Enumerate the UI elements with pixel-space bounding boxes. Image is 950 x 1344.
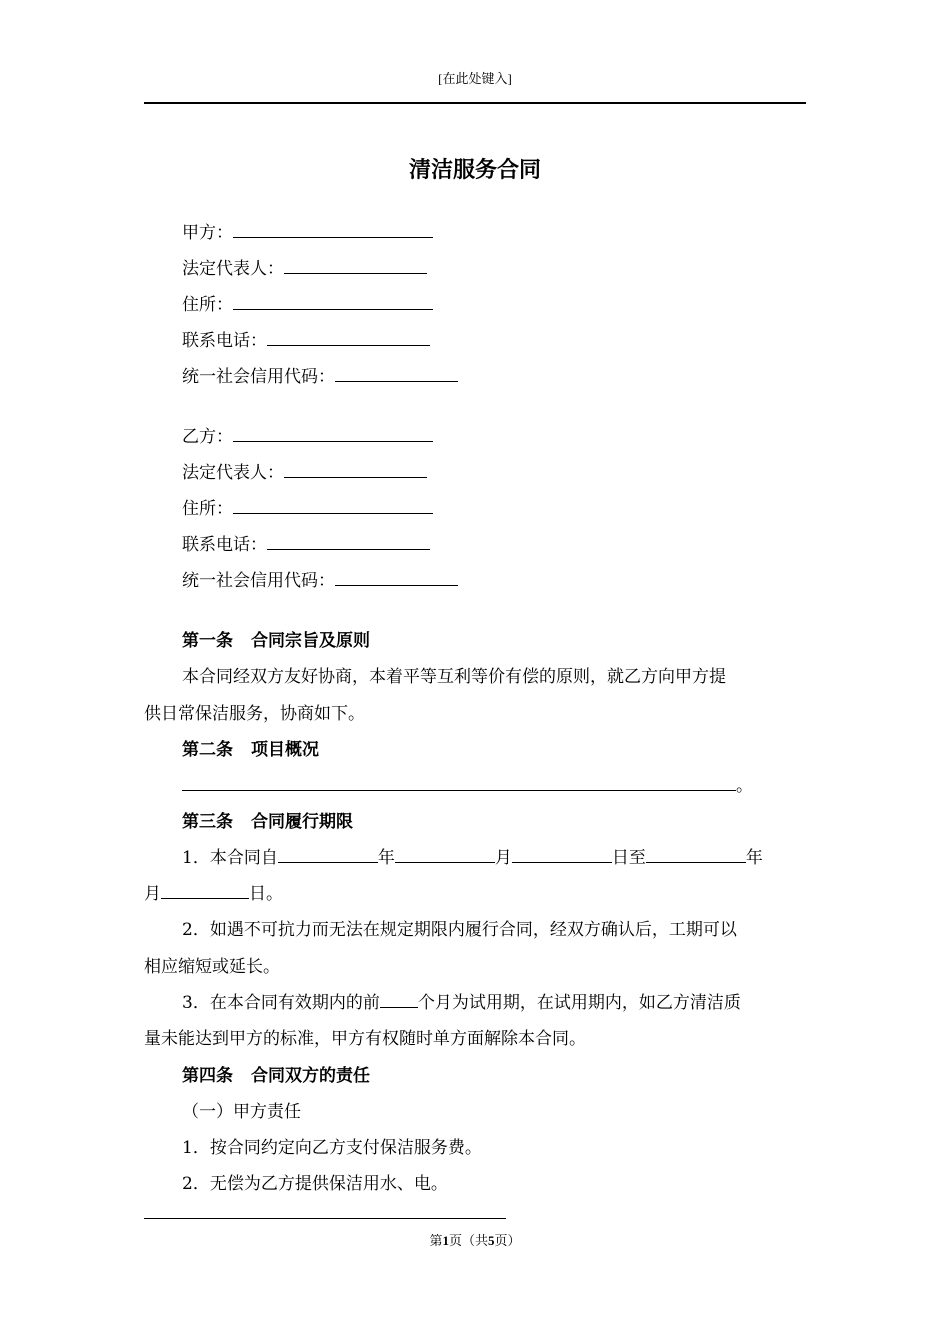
article-3-heading <box>182 810 353 834</box>
article-3-item-3-line-1 <box>182 991 741 1015</box>
end-year-blank[interactable] <box>646 846 746 863</box>
party-a-phone-blank[interactable] <box>267 329 430 346</box>
party-a-phone-line <box>182 329 430 353</box>
end-year-label: 年 <box>745 848 763 868</box>
party-b-address-label: 住所： <box>182 499 233 519</box>
article-3-title: 合同履行期限 <box>251 812 353 832</box>
party-b-phone-line <box>182 533 430 557</box>
article-3-item-3-line-2: 量未能达到甲方的标准，甲方有权随时单方面解除本合同。 <box>144 1029 586 1049</box>
start-month-label: 月 <box>494 848 512 868</box>
party-a-name-label: 甲方： <box>182 223 233 243</box>
page-prefix: 第 <box>429 1233 443 1248</box>
trial-months-blank[interactable] <box>380 991 418 1008</box>
document-title: 清洁服务合同 <box>408 158 541 183</box>
party-b-rep-line <box>182 461 427 485</box>
party-a-rep-label: 法定代表人： <box>182 259 284 279</box>
article-2-project-line <box>182 774 753 798</box>
party-b-credit-line <box>182 569 458 593</box>
article-1-number: 第一条 <box>182 631 233 651</box>
article-4-item-2: 2．无偿为乙方提供保洁用水、电。 <box>182 1174 448 1194</box>
party-a-credit-blank[interactable] <box>335 365 458 382</box>
party-a-address-label: 住所： <box>182 295 233 315</box>
end-day-blank[interactable] <box>161 882 249 899</box>
end-month-label: 月 <box>144 884 161 904</box>
article-4-sub-1: （一）甲方责任 <box>182 1102 301 1122</box>
page-total: 5 <box>488 1233 495 1248</box>
article-1-title: 合同宗旨及原则 <box>251 631 370 651</box>
party-a-credit-line <box>182 365 458 389</box>
start-year-blank[interactable] <box>278 846 378 863</box>
article-4-heading <box>182 1064 370 1088</box>
article-4-title: 合同双方的责任 <box>251 1066 370 1086</box>
article-2-end-mark: 。 <box>736 776 753 796</box>
article-2-title: 项目概况 <box>251 740 319 760</box>
article-3-number: 第三条 <box>182 812 233 832</box>
article-2-heading <box>182 738 319 762</box>
party-b-name-line <box>182 425 433 449</box>
party-a-rep-line <box>182 257 427 281</box>
article-3-item-3-suffix: 个月为试用期，在试用期内，如乙方清洁质 <box>417 993 741 1013</box>
party-b-phone-blank[interactable] <box>267 533 430 550</box>
party-b-rep-label: 法定代表人： <box>182 463 284 483</box>
party-a-rep-blank[interactable] <box>284 257 427 274</box>
party-b-name-label: 乙方： <box>182 427 233 447</box>
party-b-name-blank[interactable] <box>233 425 433 442</box>
article-2-number: 第二条 <box>182 740 233 760</box>
article-1-line-2: 供日常保洁服务，协商如下。 <box>144 704 365 724</box>
party-a-address-blank[interactable] <box>233 293 433 310</box>
party-a-credit-label: 统一社会信用代码： <box>182 367 335 387</box>
party-b-credit-blank[interactable] <box>335 569 458 586</box>
project-overview-blank[interactable] <box>182 774 736 791</box>
article-4-number: 第四条 <box>182 1066 233 1086</box>
party-a-address-line <box>182 293 433 317</box>
party-b-phone-label: 联系电话： <box>182 535 267 555</box>
page-suffix: 页） <box>494 1233 521 1248</box>
page-number: 1 <box>442 1233 449 1248</box>
article-3-item-3-prefix: 3．在本合同有效期内的前 <box>182 993 380 1013</box>
start-year-label: 年 <box>377 848 395 868</box>
article-3-item-1 <box>182 846 763 870</box>
article-4-item-1: 1．按合同约定向乙方支付保洁服务费。 <box>182 1138 482 1158</box>
party-a-name-line <box>182 221 433 245</box>
page-mid: 页（共 <box>448 1233 488 1248</box>
page-footer <box>0 1230 950 1249</box>
party-a-name-blank[interactable] <box>233 221 433 238</box>
party-a-phone-label: 联系电话： <box>182 331 267 351</box>
party-b-credit-label: 统一社会信用代码： <box>182 571 335 591</box>
article-3-item-1-prefix: 1．本合同自 <box>182 848 278 868</box>
party-b-address-line <box>182 497 433 521</box>
page-header-placeholder[interactable]: [在此处键入] <box>438 71 512 86</box>
party-b-rep-blank[interactable] <box>284 461 427 478</box>
article-3-item-1-cont <box>144 882 283 906</box>
start-month-blank[interactable] <box>395 846 495 863</box>
footnote-rule <box>144 1218 506 1219</box>
article-3-item-2-line-1: 2．如遇不可抗力而无法在规定期限内履行合同，经双方确认后，工期可以 <box>182 920 737 940</box>
start-day-to-label: 日至 <box>611 848 646 868</box>
header-rule <box>144 102 806 104</box>
end-day-label: 日。 <box>249 884 283 904</box>
article-1-line-1: 本合同经双方友好协商，本着平等互利等价有偿的原则，就乙方向甲方提 <box>182 667 726 687</box>
start-day-blank[interactable] <box>512 846 612 863</box>
article-3-item-2-line-2: 相应缩短或延长。 <box>144 957 280 977</box>
party-b-address-blank[interactable] <box>233 497 433 514</box>
article-1-heading <box>182 629 370 653</box>
